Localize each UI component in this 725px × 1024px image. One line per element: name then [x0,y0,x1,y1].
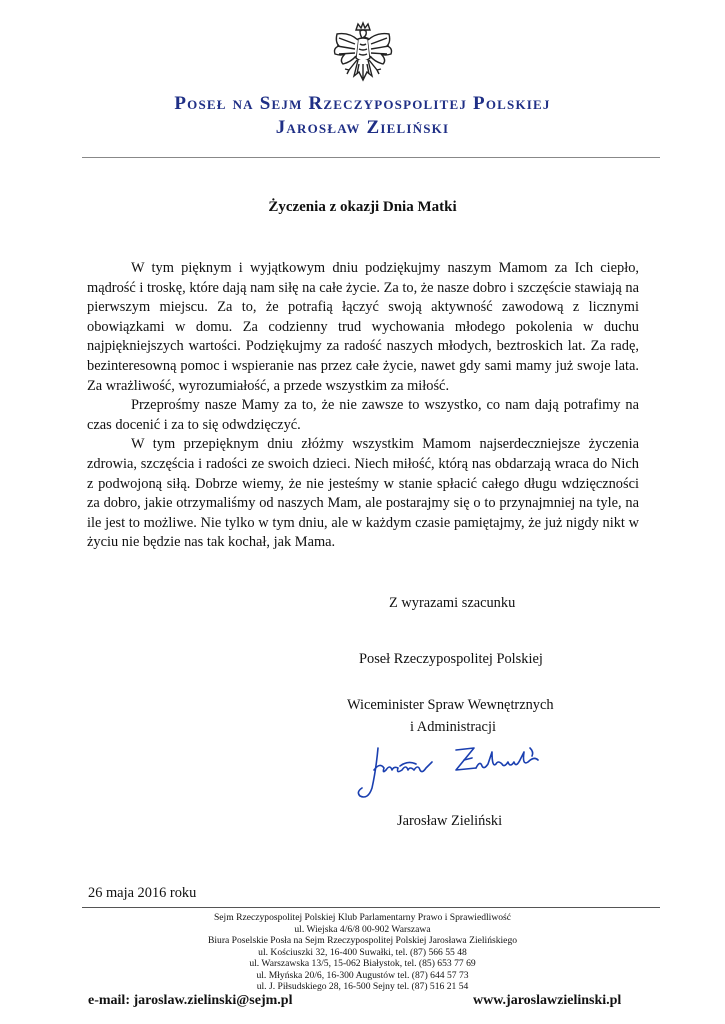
role-deputy-minister-cont: i Administracji [410,719,496,735]
letter-date: 26 maja 2016 roku [88,885,197,901]
paragraph-1: W tym pięknym i wyjątkowym dniu podziękujmy naszym Mamom za Ich ciepło, mądrość i troskę, które dają nam siłę na całe życie. Za to, że nasze dobro i szczęście stawiają na pierwszym miejscu. Za to, że potrafią łączyć swoją aktywność zawodową z licznymi obowiązkami w domu. Za codzienny trud wychowania młodego pokolenia w duchu najpiękniejszych wartości. Podziękujmy za radość naszych młodych, beztroskich lat. Za radę, bezinteresowną pomoc i wspieranie nas przez całe życie, nawet gdy sami mamy już swoje lata. Za wrażliwość, wyrozumiałość, a przede wszystkim za miłość. [87,260,639,394]
letter-body [87,259,639,553]
footer-line: Biura Poselskie Posła na Sejm Rzeczypospolitej Polskiej Jarosława Zielińskiego [207,935,518,946]
header-name: Jarosław Zieliński [275,117,450,138]
footer-line: ul. Warszawska 13/5, 15-062 Białystok, tel. (85) 653 77 69 [249,958,476,969]
footer-line: Sejm Rzeczypospolitej Polskiej Klub Parlamentarny Prawo i Sprawiedliwość [213,912,512,923]
footer-divider [82,907,660,908]
letter-title: Życzenia z okazji Dnia Matki [268,199,457,215]
handwritten-signature [352,740,552,810]
role-deputy-minister: Wiceminister Spraw Wewnętrznych [347,697,554,713]
signatory-name: Jarosław Zieliński [397,813,503,829]
footer-address-block [0,912,725,993]
closing-text: Z wyrazami szacunku [389,595,516,611]
footer-line: ul. Młyńska 20/6, 16-300 Augustów tel. (87) 644 57 73 [256,969,469,981]
header-title: Poseł na Sejm Rzeczypospolitej Polskiej [174,93,551,114]
polish-eagle-emblem-icon [327,20,399,92]
footer-email[interactable]: e-mail: jaroslaw.zielinski@sejm.pl [88,993,293,1008]
header-divider [82,157,660,158]
footer-line: ul. Kościuszki 32, 16-400 Suwałki, tel. (87) 566 55 48 [258,946,467,958]
footer-line: ul. J. Piłsudskiego 28, 16-500 Sejny tel. (87) 516 21 54 [256,981,469,992]
footer-line: ul. Wiejska 4/6/8 00-902 Warszawa [294,923,431,935]
footer-website[interactable]: www.jaroslawzielinski.pl [473,993,622,1008]
paragraph-3: W tym przepięknym dniu złóżmy wszystkim Mamom najserdeczniejsze życzenia zdrowia, szczęścia i radości ze swoich dzieci. Niech miłość, którą nas obdarzają wraca do Nich z podwojoną siłą. Dobrze wiemy, że nie jesteśmy w stanie spłacić całego długu wdzięczności za dobro, jakie otrzymaliśmy od naszych Mam, ale postarajmy się o to przynajmniej na tyle, na ile jest to możliwe. Nie tylko w tym dniu, ale w każdym czasie pamiętajmy, że już nigdy nikt w życiu nie będzie nas tak kochał, jak Mama. [87,436,639,551]
paragraph-2: Przeprośmy nasze Mamy za to, że nie zawsze to wszystko, co nam dają potrafimy na czas docenić i za to się odwdzięczyć. [87,397,639,433]
role-mp: Poseł Rzeczypospolitej Polskiej [359,651,543,667]
